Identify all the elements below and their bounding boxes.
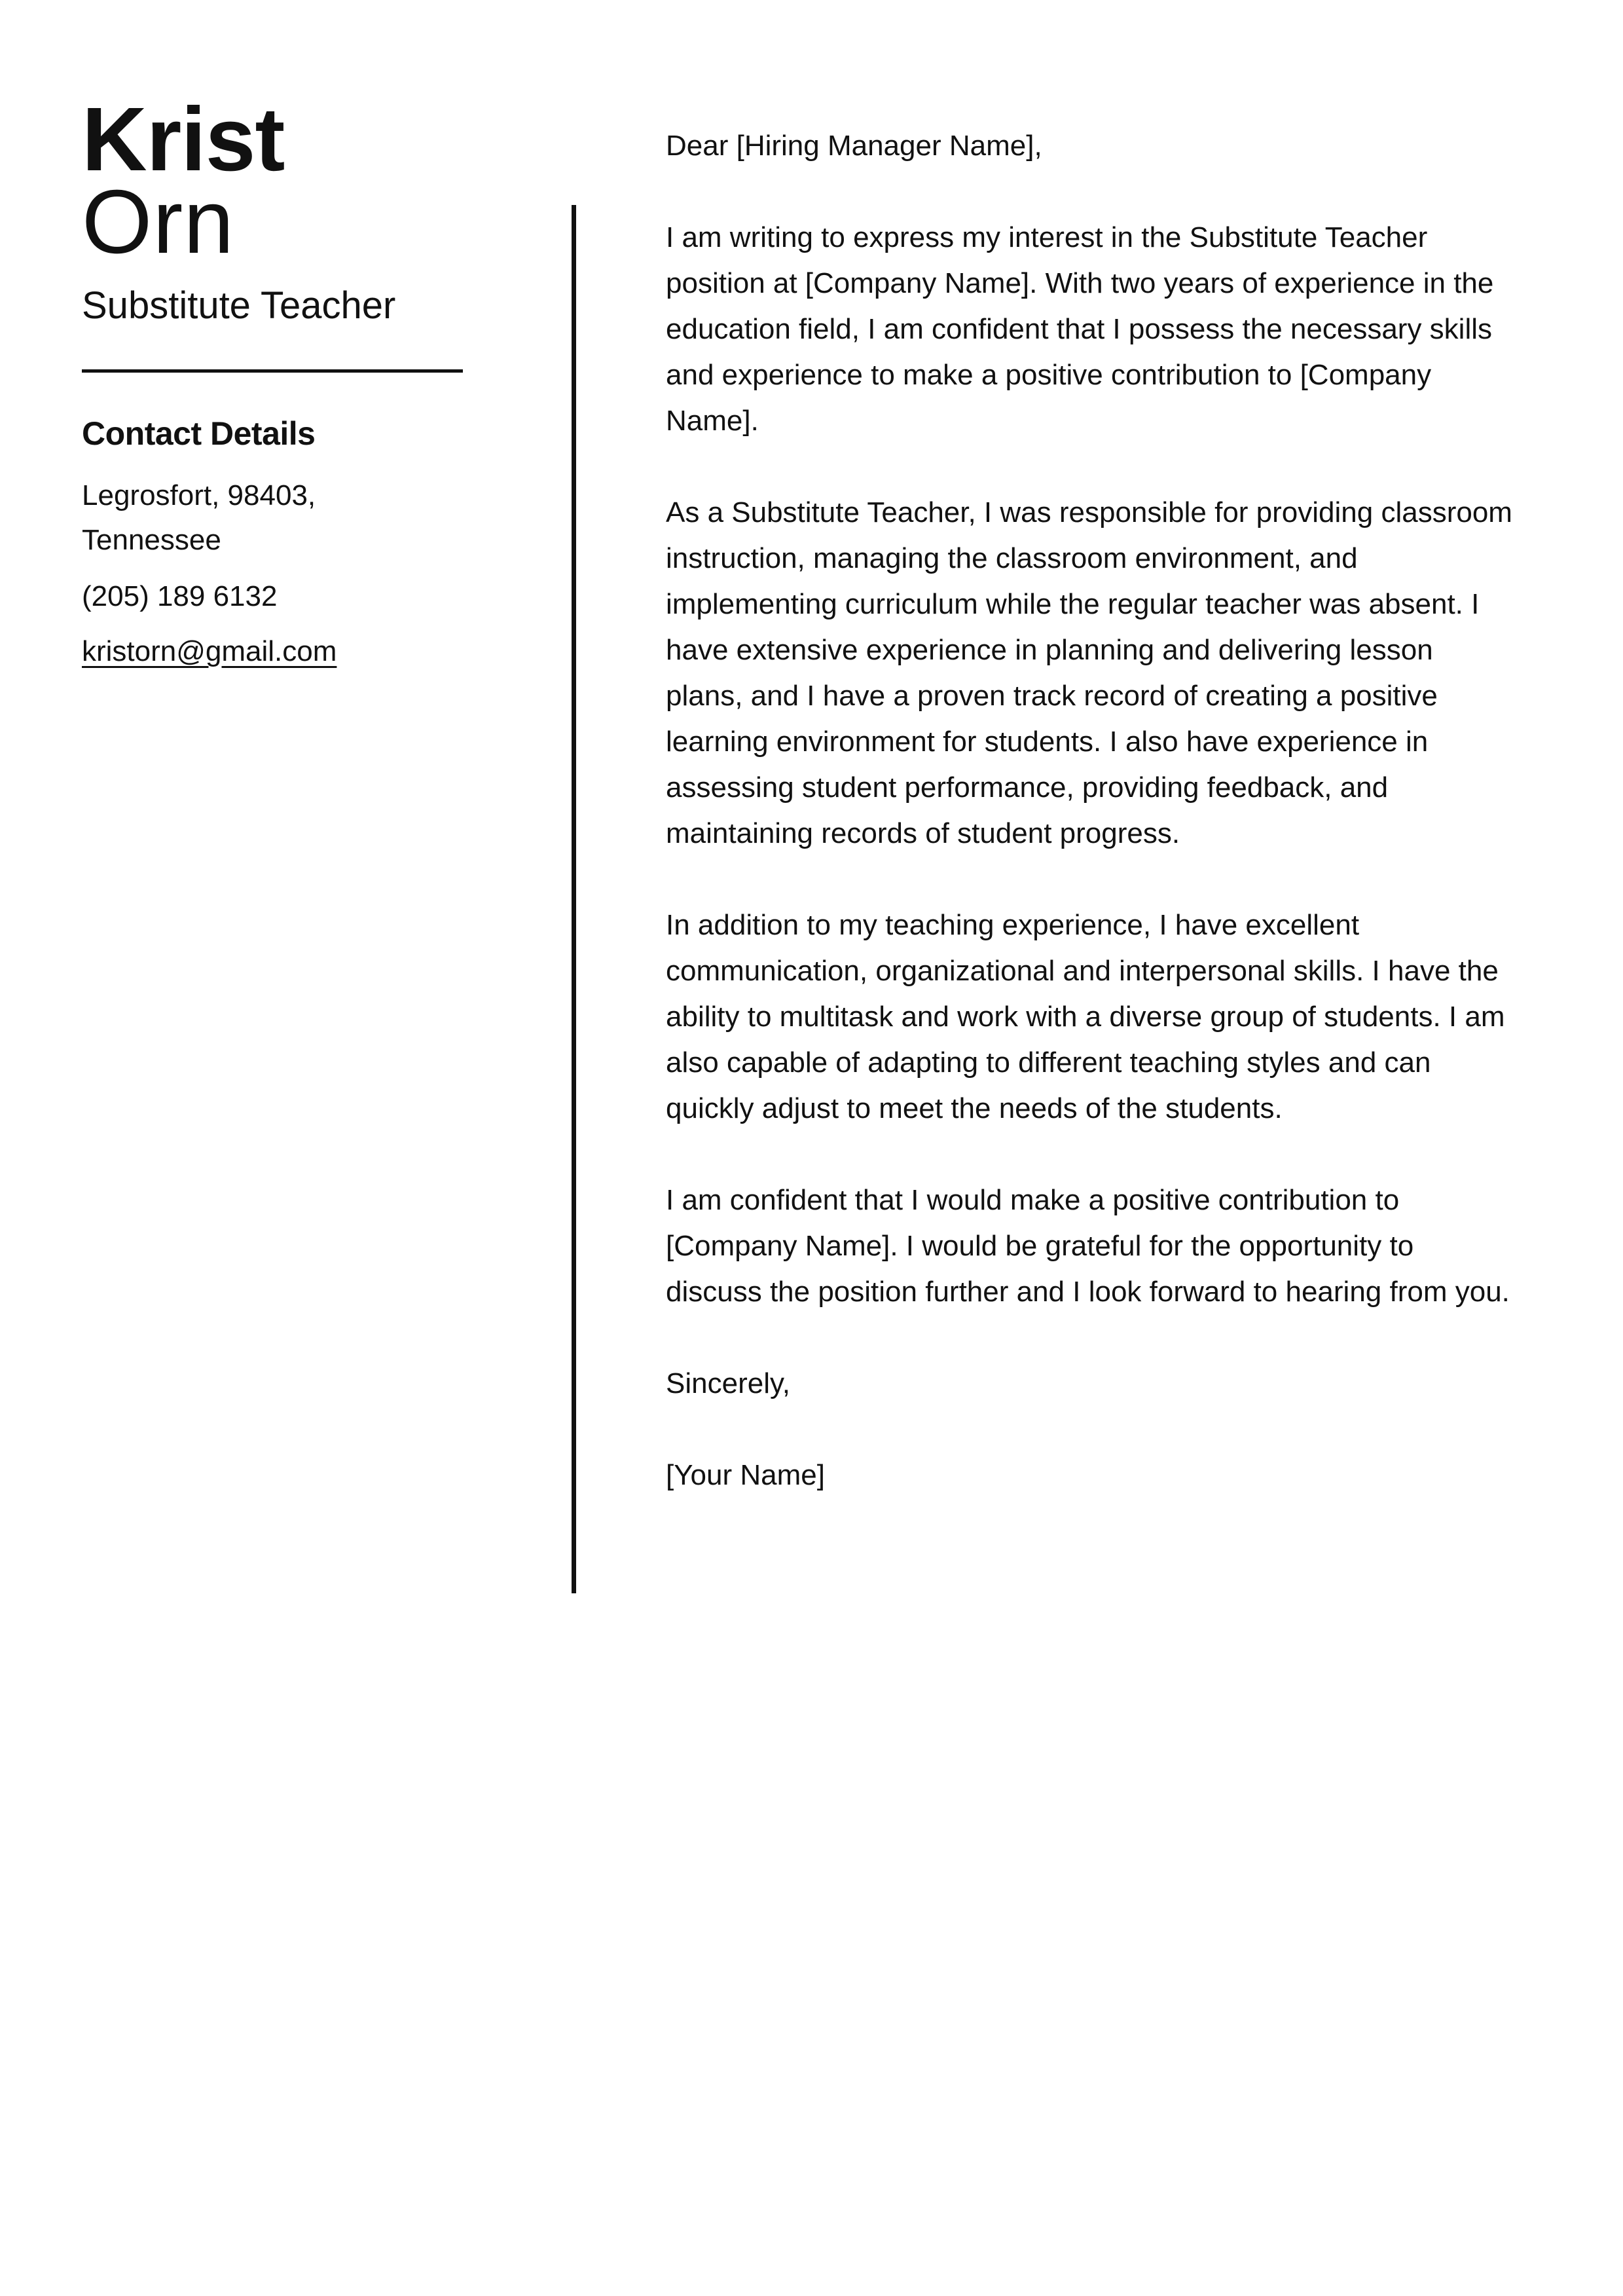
letter-greeting: Dear [Hiring Manager Name], bbox=[666, 130, 1042, 162]
first-name: Krist bbox=[82, 89, 285, 190]
letter-paragraph: I am writing to express my interest in the Substitute Teacher position at [Company Name]. With two years of experience in the education field, I am confident that I possess the necessary skills and experience to make a positive contribution to [Company Name]. bbox=[666, 221, 1494, 437]
contact-details-heading: Contact Details bbox=[82, 415, 316, 452]
letter-paragraph: I am confident that I would make a positive contribution to [Company Name]. I would be grateful for the opportunity to discuss the position further and I look forward to hearing from you. bbox=[666, 1184, 1510, 1308]
letter-body bbox=[666, 123, 1517, 1544]
job-title: Substitute Teacher bbox=[82, 284, 396, 327]
letter-closing: Sincerely, bbox=[666, 1367, 790, 1399]
sidebar bbox=[82, 89, 488, 674]
last-name: Orn bbox=[82, 172, 235, 272]
address-line-1: Legrosfort, 98403, bbox=[82, 479, 316, 511]
letter-paragraph: In addition to my teaching experience, I have excellent communication, organizational and interpersonal skills. I have the ability to multitask and work with a diverse group of students. I am also capable of adapting to different teaching styles and can quickly adjust to meet the needs of the students. bbox=[666, 909, 1505, 1124]
address-line-2: Tennessee bbox=[82, 524, 221, 556]
letter-signature: [Your Name] bbox=[666, 1459, 825, 1491]
letter-paragraph: As a Substitute Teacher, I was responsible for providing classroom instruction, managing the classroom environment, and implementing curriculum while the regular teacher was absent. I have extensive experience in planning and delivering lesson plans, and I have a proven track record of creating a positive learning environment for students. I also have experience in assessing student performance, providing feedback, and maintaining records of student progress. bbox=[666, 496, 1512, 849]
vertical-divider bbox=[572, 205, 576, 1593]
contact-email-link[interactable]: kristorn@gmail.com bbox=[82, 635, 337, 667]
title-divider bbox=[82, 369, 463, 373]
contact-address bbox=[82, 473, 488, 563]
contact-phone: (205) 189 6132 bbox=[82, 580, 278, 612]
